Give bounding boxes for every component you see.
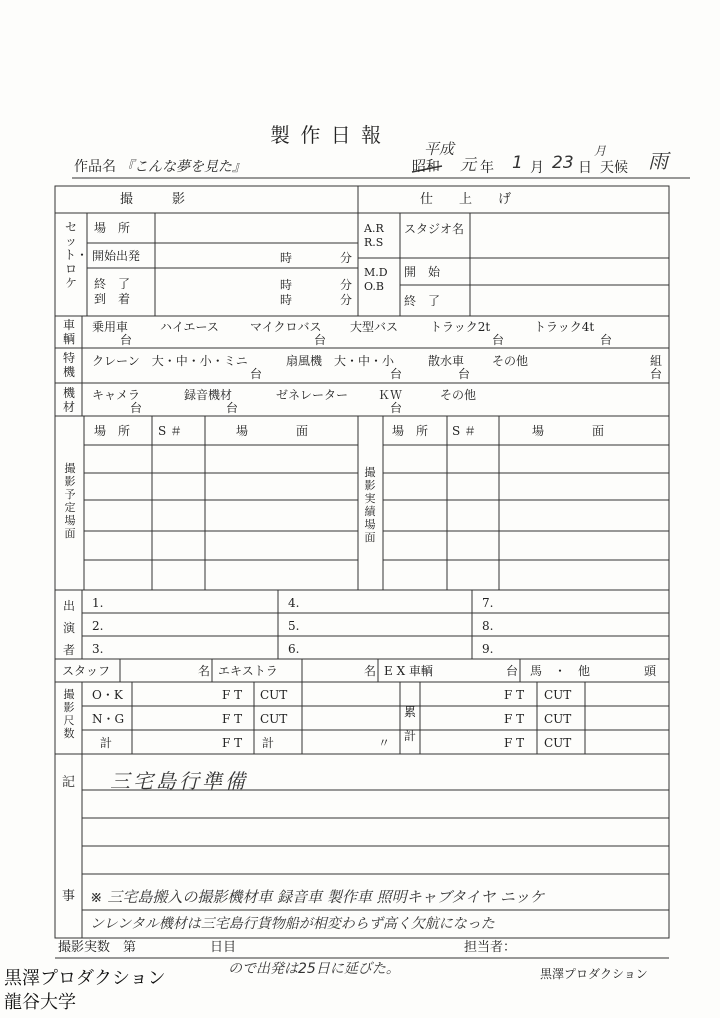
ditto-mark: 〃 — [378, 736, 391, 750]
special-fan: 扇風機 大・中・小 — [286, 354, 395, 368]
equipment-side-label: 機材 — [62, 386, 75, 414]
company-footer: 黒澤プロダクション — [540, 967, 648, 981]
cum-ok-cut: CUT — [544, 688, 572, 702]
cumulative-label: 累計 — [403, 705, 416, 743]
ng-ft: F T — [222, 712, 243, 726]
special-set-unit: 組 — [650, 354, 663, 368]
equipment-camera: キャメラ — [92, 388, 141, 402]
vehicle-bus: 大型バス — [350, 320, 399, 334]
cum-ok-ft: F T — [504, 688, 525, 702]
extra-handwritten: 月 — [594, 144, 607, 158]
arrival-label: 到 着 — [94, 292, 131, 306]
actual-col-s: S ＃ — [452, 424, 477, 438]
arrival-min-unit: 分 — [340, 293, 353, 307]
work-name: 『こんな夢を見た』 — [120, 159, 246, 175]
notes-side-label-2: 事 — [62, 889, 76, 904]
era-printed: 昭和 — [412, 159, 440, 175]
extra-unit: 名 — [364, 664, 377, 678]
equipment-sound: 録音機材 — [184, 388, 233, 402]
cast-1: 1. — [92, 596, 104, 610]
day-label: 日 — [578, 160, 592, 176]
place-label: 場 所 — [94, 221, 131, 235]
shooting-heading: 撮 影 — [120, 192, 186, 207]
rs-label: R.S — [364, 236, 384, 249]
departure-min-unit: 分 — [340, 251, 353, 265]
equipment-other: その他 — [440, 388, 477, 402]
end-min-unit: 分 — [340, 278, 353, 292]
staff-label: スタッフ — [62, 664, 111, 678]
cast-9: 9. — [482, 642, 494, 656]
weather-label: 天候 — [600, 160, 628, 176]
cast-3: 3. — [92, 642, 104, 656]
set-loc-side-label: セット・ロケ — [64, 220, 89, 290]
equipment-generator: ゼネレーター — [276, 388, 349, 402]
studio-name-label: スタジオ名 — [404, 222, 465, 236]
month-handwritten: 1 — [512, 153, 523, 173]
vehicle-truck2: トラック2t — [430, 320, 491, 334]
special-other: その他 — [492, 354, 529, 368]
actual-col-place: 場 所 — [392, 424, 429, 438]
ob-label: O.B — [364, 280, 384, 293]
cast-6: 6. — [288, 642, 300, 656]
extra-label: エキストラ — [218, 664, 278, 678]
vehicle-car-unit: 台 — [120, 333, 133, 347]
studio-end-label: 終 了 — [404, 294, 441, 308]
actual-col-scene: 場 面 — [532, 424, 605, 438]
ex-car-label: E X 車輌 — [384, 664, 433, 678]
special-side-label: 特機 — [62, 351, 75, 379]
watermark-line-2: 龍谷大学 — [4, 992, 76, 1013]
person-label: 担当者： — [464, 940, 517, 955]
cum-total-ft: F T — [504, 736, 525, 750]
cast-5: 5. — [288, 619, 300, 633]
equipment-camera-unit: 台 — [130, 401, 143, 415]
equipment-sound-unit: 台 — [226, 401, 239, 415]
year-label: 年 — [480, 160, 494, 176]
cum-ng-cut: CUT — [544, 712, 572, 726]
days-unit: 日目 — [210, 940, 237, 955]
studio-start-label: 開 始 — [404, 265, 441, 279]
ar-label: A.R — [364, 222, 384, 235]
horse-unit: 頭 — [644, 664, 657, 678]
horse-label: 馬 ・ 他 — [530, 664, 591, 678]
special-sprinkler: 散水車 — [428, 354, 465, 368]
work-name-label: 作品名 — [74, 159, 116, 175]
total-ft: F T — [222, 736, 243, 750]
vehicle-hiace: ハイエース — [160, 320, 219, 334]
vehicle-truck2-unit: 台 — [492, 333, 505, 347]
year-handwritten: 元 — [460, 155, 477, 174]
planned-scenes-label: 撮影予定場面 — [64, 462, 76, 540]
end-label: 終 了 — [94, 277, 131, 291]
md-label: M.D — [364, 266, 388, 279]
equipment-kw: ＫＷ — [378, 388, 403, 402]
total-label: 計 — [100, 736, 113, 750]
vehicle-truck4-unit: 台 — [600, 333, 613, 347]
form-title: 製 作 日 報 — [270, 123, 384, 147]
ng-cut: CUT — [260, 712, 288, 726]
ng-label: N・G — [92, 712, 125, 726]
cast-2: 2. — [92, 619, 104, 633]
vehicle-microbus-unit: 台 — [314, 333, 327, 347]
staff-unit: 名 — [198, 664, 211, 678]
ok-label: O・K — [92, 688, 123, 702]
departure-hour-unit: 時 — [280, 251, 293, 265]
planned-col-scene: 場 面 — [236, 424, 309, 438]
cum-ng-ft: F T — [504, 712, 525, 726]
cast-7: 7. — [482, 596, 494, 610]
vehicle-car: 乗用車 — [92, 320, 129, 334]
ok-ft: F T — [222, 688, 243, 702]
special-crane-unit: 台 — [250, 367, 263, 381]
month-label: 月 — [530, 160, 544, 176]
vehicle-microbus: マイクロバス — [250, 320, 322, 334]
note-handwritten-2: ※ 三宅島搬入の撮影機材車 録音車 製作車 照明キャブタイヤ ニッケ — [90, 888, 545, 906]
finishing-heading: 仕 上 げ — [420, 192, 512, 207]
vehicles-side-label: 車輌 — [62, 318, 75, 346]
special-other-unit: 台 — [650, 367, 663, 381]
era-handwritten: 平成 — [424, 140, 455, 158]
cum-total-cut: CUT — [544, 736, 572, 750]
actual-scenes-label: 撮影実績場面 — [364, 466, 376, 544]
special-sprinkler-unit: 台 — [458, 367, 471, 381]
planned-col-s: S ＃ — [158, 424, 183, 438]
notes-side-label-1: 記 — [62, 775, 76, 790]
weather-handwritten: 雨 — [648, 149, 668, 173]
equipment-kw-unit: 台 — [390, 401, 403, 415]
days-label: 撮影実数 第 — [58, 940, 137, 955]
watermark-line-1: 黒澤プロダクション — [4, 968, 166, 989]
arrival-hour-unit: 時 — [280, 293, 293, 307]
departure-label: 開始出発 — [92, 249, 141, 263]
note-handwritten-1: 三宅島行準備 — [110, 769, 248, 793]
special-crane: クレーン 大・中・小・ミニ — [92, 354, 248, 368]
note-handwritten-4: ので出発は25日に延びた。 — [228, 961, 400, 977]
day-handwritten: 23 — [552, 153, 574, 173]
cast-4: 4. — [288, 596, 300, 610]
ex-car-unit: 台 — [506, 664, 519, 678]
planned-col-place: 場 所 — [94, 424, 131, 438]
special-fan-unit: 台 — [390, 367, 403, 381]
vehicle-truck4: トラック4t — [534, 320, 595, 334]
note-handwritten-3: ンレンタル機材は三宅島行貨物船が相変わらず高く欠航になった — [90, 916, 495, 932]
cast-side-label: 出演者 — [62, 599, 75, 657]
end-hour-unit: 時 — [280, 278, 293, 292]
total-cut-label: 計 — [262, 736, 275, 750]
ok-cut: CUT — [260, 688, 288, 702]
cast-8: 8. — [482, 619, 494, 633]
footage-side-label: 撮影尺数 — [63, 688, 75, 740]
